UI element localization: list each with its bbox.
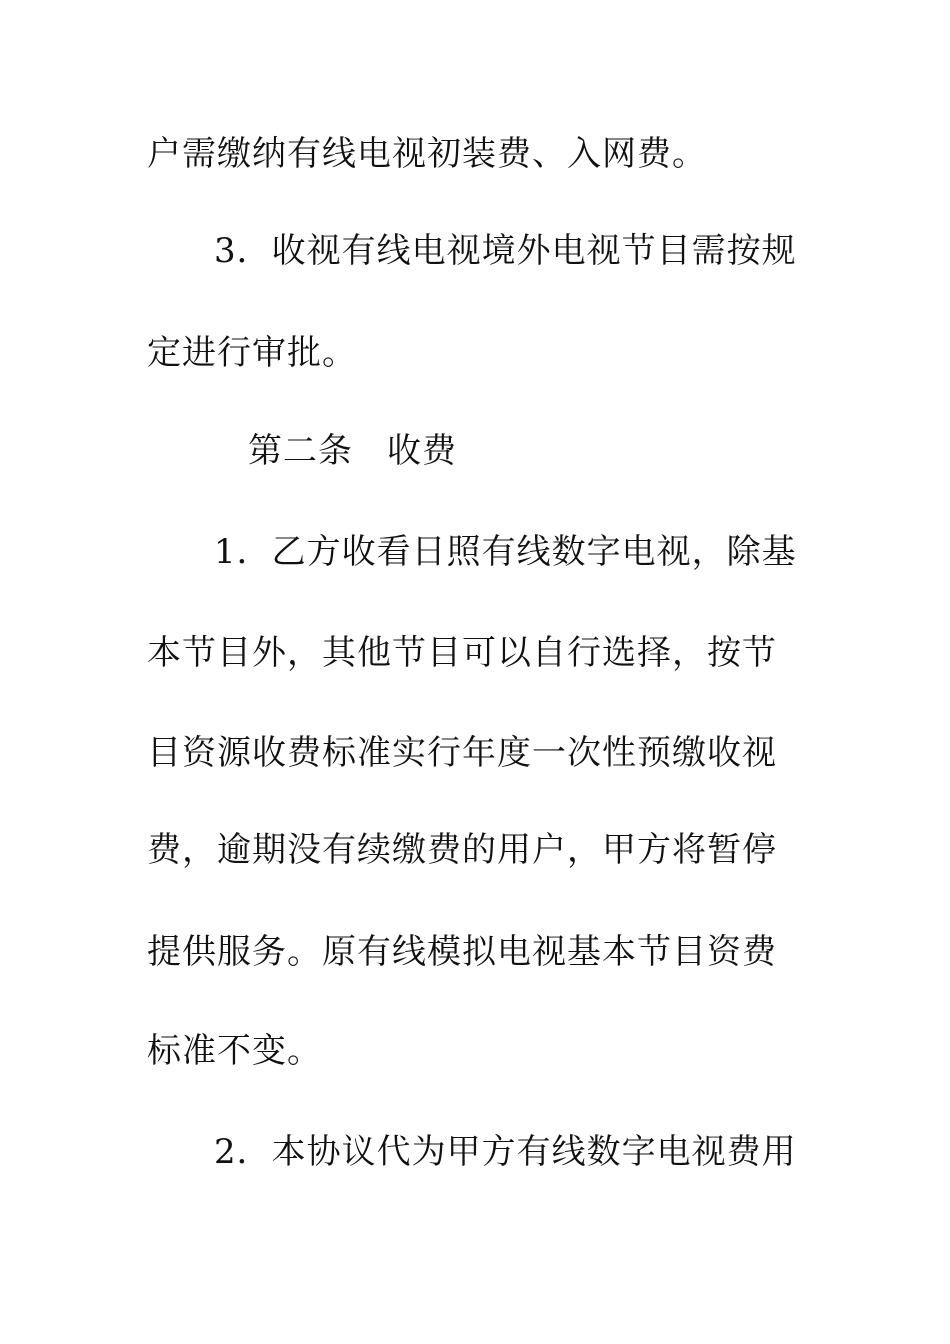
paragraph-line: 定进行审批。: [147, 333, 357, 373]
paragraph-line: 提供服务。原有线模拟电视基本节目资费: [147, 932, 777, 972]
paragraph-line: 3．收视有线电视境外电视节目需按规: [214, 231, 797, 271]
paragraph-line: 2．本协议代为甲方有线数字电视费用: [214, 1132, 797, 1172]
section-number: 第二条: [248, 431, 353, 471]
paragraph-line: 标准不变。: [147, 1031, 322, 1071]
paragraph-line: 本节目外，其他节目可以自行选择，按节: [147, 633, 777, 673]
paragraph-line: 目资源收费标准实行年度一次性预缴收视: [147, 733, 777, 773]
paragraph-line: 费，逾期没有续缴费的用户，甲方将暂停: [147, 830, 777, 870]
section-heading: [248, 431, 908, 471]
paragraph-line: 户需缴纳有线电视初装费、入网费。: [147, 134, 707, 174]
paragraph-line: 1．乙方收看日照有线数字电视，除基: [214, 532, 797, 572]
section-title: 收费: [387, 431, 457, 471]
